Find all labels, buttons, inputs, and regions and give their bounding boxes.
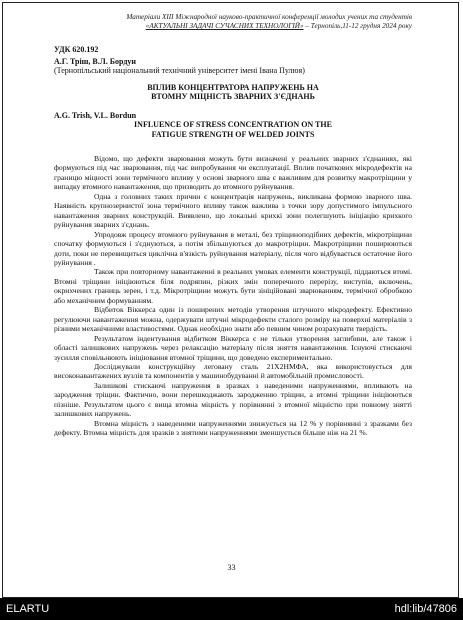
paragraph: Одна з головних таких причин є концентрація напружень, викликана формою зварного шва. Наявність крупнозернистої зона термічного впливу також важлива з точки зору допустимого імпульсного навантаження зварних конструкцій. Виявлено, що локальні крихкі зони полегшують ініціацію крихкого руйнування зварних з'єднань. [54,191,412,230]
page-number: 33 [227,563,236,572]
title-en-line-2: FATIGUE STRENGTH OF WELDED JOINTS [151,129,315,139]
title-uk-line-2: ВТОМНУ МІЦНІСТЬ ЗВАРНИХ З'ЄДНАНЬ [151,92,315,101]
conference-title-link[interactable]: «АКТУАЛЬНІ ЗАДАЧІ СУЧАСНИХ ТЕХНОЛОГІЙ» [145,22,304,30]
paragraph: Залишкові стискаючі напруження в зразках з наведеними напруженнями, впливають на зародження тріщин. Фактично, вони перешкоджають зародженню тріщин, а втомні тріщини ініціюються пізніше. Результатом цього є вища втомна міцність у порівнянні з втомної міцністю при повному знятті залишкових напружень. [54,380,412,419]
conference-line-1: Матеріали XIII Міжнародної науково-практичної конференції молодих учених та студентів [126,13,412,21]
paragraph: Також при повторному навантаженні в реальних умовах елементи конструкції, піддаються втомі. Втомні тріщини ініціюються біля подряпин, різких змін поперечного перерізу, виступів, включень, окрихчених границь зерен, і т.д. Мікротріщини можуть бути зініційовані зварюванням, термічної обробкою або механічним формуванням. [54,267,412,305]
repository-name: ELARTU [6,603,50,615]
title-en [54,120,412,139]
paragraph: Відомо, що дефекти зварювання можуть бути визначені у реальних зварних з'єднаннях, які формуються під час зварювання, під час випробування чи експлуатації. Вплив початкових мікродефектів на границю міцності зони термічного впливу у основі зварного шва є важливим для розвитку макротріщини у випадку втомного навантаження, що призводить до втомного руйнування. [54,154,412,192]
paragraph: Результатом індентування відбитком Віккерса є не тільки утворення заглибини, але також і області залишкових напружень через релаксацію матеріалу після зняття навантаження. Існуючі стискаючі зусилля сповільнюють ініціювання втомної тріщини, що доведено експериментально. [54,333,412,362]
conference-line-2 [54,22,412,31]
handle-link[interactable]: hdl:lib/47806 [394,603,457,615]
repository-footer [0,598,463,620]
paragraph: Упродовж процесу втомного руйнування в металі, без тріщиноподібних дефектів, мікротріщини спочатку формуються і з'єднуються, а потім збільшуються до макротріщин. Макротріщини поширюються доти, поки не перевищиться циклічна в'язкість руйнування матеріалу, після чого відбувається остаточне його руйнування . [54,229,412,267]
udc-code: УДК 620.192 [54,45,99,54]
article-body [54,154,412,438]
authors-en: A.G. Trish, V.L. Bordun [54,110,137,120]
conference-header [54,13,412,31]
conference-date: – Тернопіль,11-12 грудня 2024 року [303,22,412,30]
paragraph: Відбиток Віккерса один із поширених методів утворення штучного мікродефекту. Ефективно регулюючи навантаження можна, одержувати штучні мікродефекти сталого розміру на поверхні матеріалів з різними механічними властивостями. Однак необхідно знати або певним чином розрахувати твердість. [54,305,412,334]
title-en-line-1: INFLUENCE OF STRESS CONCENTRATION ON THE [134,120,332,129]
authors-uk: А.Г. Тріш, В.Л. Бордун [54,56,137,66]
title-uk [54,83,412,102]
document-page [54,13,412,438]
affiliation: (Тернопільський національний технічний університет імені Івана Пулюя) [54,66,305,75]
title-uk-line-1: ВПЛИВ КОНЦЕНТРАТОРА НАПРУЖЕНЬ НА [147,82,319,92]
paragraph: Досліджували конструкційну леговану сталь 21Х2НМФА, яка використовується для високонавантажених вузлів та компонентів у машинобудуванні й автомобільній промисловості. [54,361,412,381]
paragraph: Втомна міцність з наведеними напруженнями знижується на 12 % у порівнянні з зразками без дефекту. Втомна міцність для зразків з знятими напруженнями зменшується більше ніж на 21 %. [54,418,412,438]
